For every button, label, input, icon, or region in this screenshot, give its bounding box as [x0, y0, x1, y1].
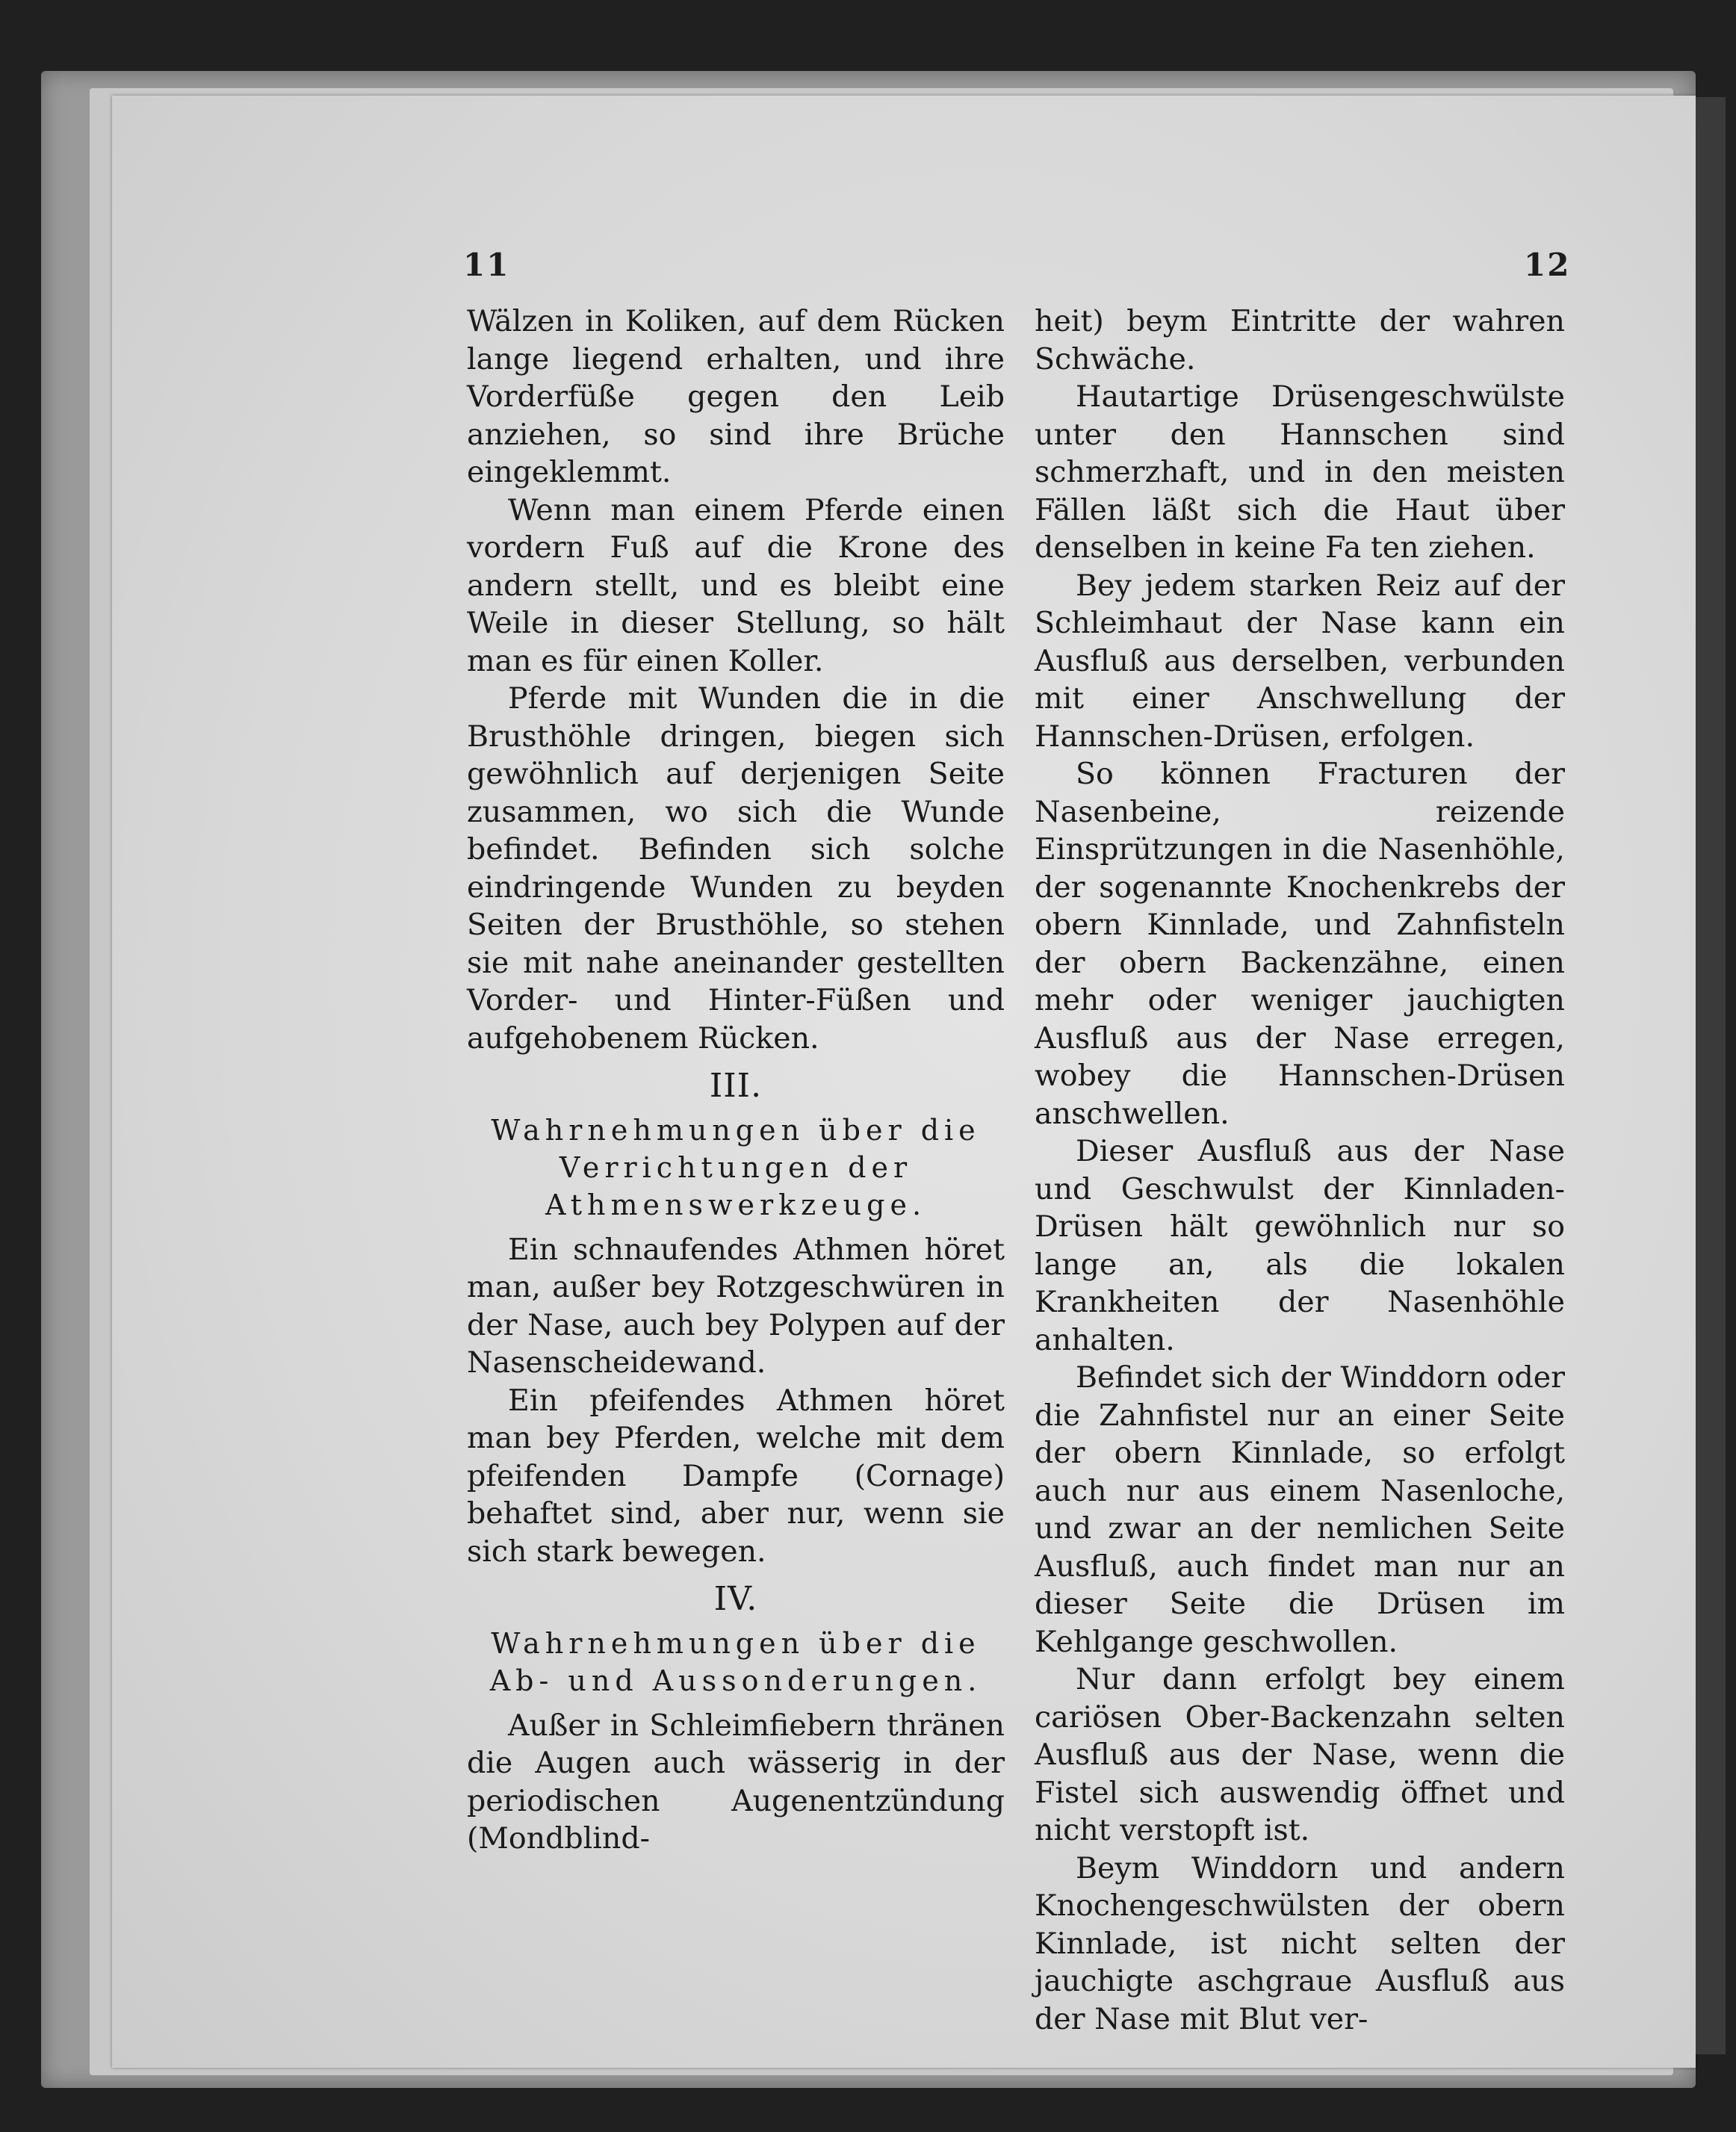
paragraph: Pferde mit Wunden die in die Brusthöhle dringen, biegen sich gewöhnlich auf derjenigen Seite zusammen, wo sich die Wunde befindet. Befinden sich solche eindringende Wunden zu beyden Seiten der Brusthöhle, so stehen sie mit nahe aneinander gestellten Vorder- und Hinter-Füßen und aufgehobenem Rücken. — [467, 681, 1005, 1056]
page-number-left: 11 — [463, 247, 510, 283]
left-text-column — [467, 303, 1005, 1858]
paragraph: Bey jedem starken Reiz auf der Schleimhaut der Nase kann ein Ausfluß aus derselben, verbunden mit einer Anschwellung der Hannschen-Drüsen, erfolgen. — [1035, 568, 1565, 754]
binding-shadow — [1696, 97, 1726, 2054]
section-number: III. — [709, 1067, 763, 1105]
section-heading: Wahrnehmungen über die Verrichtungen der Athmenswerkzeuge. — [491, 1113, 981, 1221]
paragraph: Ein pfeifendes Athmen höret man bey Pferden, welche mit dem pfeifenden Dampfe (Cornage) behaftet sind, aber nur, wenn sie sich stark bewegen. — [467, 1383, 1005, 1569]
paragraph: Wälzen in Koliken, auf dem Rücken lange liegend erhalten, und ihre Vorderfüße gegen den Leib anziehen, so sind ihre Brüche eingeklemmt. — [467, 304, 1005, 489]
section-number: IV. — [713, 1580, 758, 1618]
paragraph: Nur dann erfolgt bey einem cariösen Ober-Backenzahn selten Ausfluß aus der Nase, wenn die Fistel sich auswendig öffnet und nicht verstopft ist. — [1035, 1662, 1565, 1847]
page-number-right: 12 — [1524, 247, 1571, 283]
paragraph: heit) beym Eintritte der wahren Schwäche. — [1035, 304, 1565, 376]
paragraph: Hautartige Drüsengeschwülste unter den Hannschen sind schmerzhaft, und in den meisten Fällen läßt sich die Haut über denselben in keine Fa ten ziehen. — [1035, 379, 1565, 565]
paragraph: Wenn man einem Pferde einen vordern Fuß auf die Krone des andern stellt, und es bleibt eine Weile in dieser Stellung, so hält man es für einen Koller. — [467, 492, 1005, 678]
paragraph: So können Fracturen der Nasenbeine, reizende Einsprützungen in die Nasenhöhle, der sogenannte Knochenkrebs der obern Kinnlade, und Zahnfisteln der obern Backenzähne, einen mehr oder weniger jauchigten Ausfluß aus der Nase erregen, wobey die Hannschen-Drüsen anschwellen. — [1035, 757, 1565, 1131]
right-text-column — [1035, 303, 1565, 2038]
paragraph: Beym Winddorn und andern Knochengeschwülsten der obern Kinnlade, ist nicht selten der jauchigte aschgraue Ausfluß aus der Nase mit Blut ver- — [1035, 1850, 1565, 2036]
section-heading: Wahrnehmungen über die Ab- und Aussonderungen. — [489, 1626, 982, 1697]
paragraph: Befindet sich der Winddorn oder die Zahnfistel nur an einer Seite der obern Kinnlade, so erfolgt auch nur aus einem Nasenloche, und zwar an der nemlichen Seite Ausfluß, auch findet man nur an dieser Seite die Drüsen im Kehlgange geschwollen. — [1035, 1360, 1565, 1659]
paragraph: Ein schnaufendes Athmen höret man, außer bey Rotzgeschwüren in der Nase, auch bey Polypen auf der Nasenscheidewand. — [467, 1232, 1005, 1380]
paragraph: Dieser Ausfluß aus der Nase und Geschwulst der Kinnladen-Drüsen hält gewöhnlich nur so lange an, als die lokalen Krankheiten der Nasenhöhle anhalten. — [1035, 1134, 1565, 1357]
paragraph: Außer in Schleimfiebern thränen die Augen auch wässerig in der periodischen Augenentzündung (Mondblind- — [467, 1708, 1005, 1856]
